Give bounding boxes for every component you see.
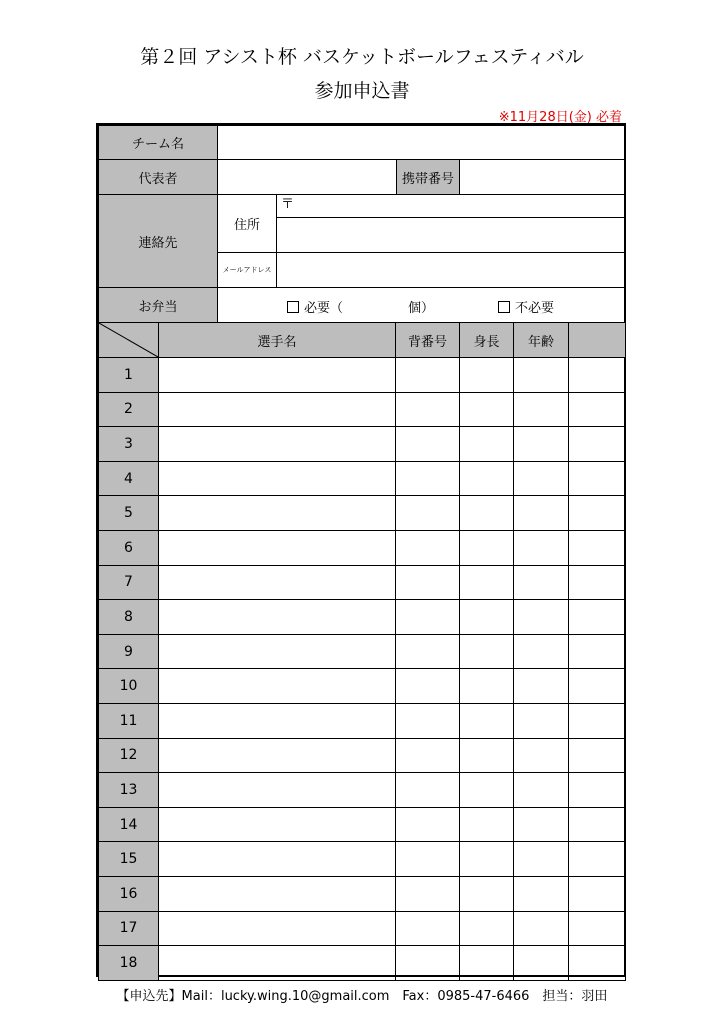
- address-label: 住所: [217, 194, 277, 253]
- row-number: 13: [98, 772, 159, 808]
- extra-field[interactable]: [568, 461, 626, 497]
- bento-no-need-option[interactable]: 不必要: [498, 297, 554, 316]
- jersey-number-field[interactable]: [395, 357, 460, 393]
- height-field[interactable]: [459, 634, 514, 670]
- player-name-field[interactable]: [158, 945, 396, 981]
- bento-label: お弁当: [98, 287, 218, 323]
- postal-mark: 〒: [281, 197, 295, 212]
- row-number: 9: [98, 634, 159, 670]
- extra-field[interactable]: [568, 841, 626, 877]
- age-field[interactable]: [513, 426, 569, 462]
- player-name-field[interactable]: [158, 357, 396, 393]
- extra-header: [568, 322, 626, 358]
- extra-field[interactable]: [568, 530, 626, 566]
- extra-field[interactable]: [568, 599, 626, 635]
- jersey-number-field[interactable]: [395, 911, 460, 947]
- address-field[interactable]: [276, 217, 626, 253]
- jersey-number-field[interactable]: [395, 426, 460, 462]
- jersey-number-field[interactable]: [395, 738, 460, 774]
- row-number: 2: [98, 392, 159, 428]
- row-number: 3: [98, 426, 159, 462]
- player-name-field[interactable]: [158, 738, 396, 774]
- height-field[interactable]: [459, 565, 514, 601]
- height-field[interactable]: [459, 495, 514, 531]
- mobile-field[interactable]: [459, 159, 626, 195]
- player-name-header: 選手名: [158, 322, 396, 358]
- email-label: メールアドレス: [217, 252, 277, 288]
- jersey-number-field[interactable]: [395, 565, 460, 601]
- page-title: 第２回 アシスト杯 バスケットボールフェスティバル: [140, 46, 584, 68]
- extra-field[interactable]: [568, 703, 626, 739]
- jersey-number-field[interactable]: [395, 530, 460, 566]
- jersey-number-field[interactable]: [395, 495, 460, 531]
- bento-count-suffix: 個）: [408, 301, 435, 316]
- row-number: 18: [98, 945, 159, 981]
- age-field[interactable]: [513, 841, 569, 877]
- row-number: 4: [98, 461, 159, 497]
- player-name-field[interactable]: [158, 530, 396, 566]
- email-field[interactable]: [276, 252, 626, 288]
- player-name-field[interactable]: [158, 634, 396, 670]
- jersey-number-header: 背番号: [395, 322, 460, 358]
- registration-form: [96, 123, 626, 977]
- diagonal-line-icon: [99, 323, 158, 357]
- corner-cell: [98, 322, 159, 358]
- player-name-field[interactable]: [158, 807, 396, 843]
- jersey-number-field[interactable]: [395, 461, 460, 497]
- extra-field[interactable]: [568, 911, 626, 947]
- age-field[interactable]: [513, 634, 569, 670]
- age-field[interactable]: [513, 807, 569, 843]
- player-name-field[interactable]: [158, 392, 396, 428]
- age-field[interactable]: [513, 668, 569, 704]
- age-field[interactable]: [513, 772, 569, 808]
- jersey-number-field[interactable]: [395, 392, 460, 428]
- extra-field[interactable]: [568, 668, 626, 704]
- player-name-field[interactable]: [158, 876, 396, 912]
- height-field[interactable]: [459, 599, 514, 635]
- postal-code-field[interactable]: [276, 194, 626, 218]
- checkbox-icon[interactable]: [498, 301, 510, 313]
- age-field[interactable]: [513, 876, 569, 912]
- player-name-field[interactable]: [158, 426, 396, 462]
- height-field[interactable]: [459, 703, 514, 739]
- extra-field[interactable]: [568, 876, 626, 912]
- footer-contact: 【申込先】Mail：lucky.wing.10@gmail.com Fax：0985-47-6466 担当：羽田: [116, 989, 608, 1004]
- player-name-field[interactable]: [158, 495, 396, 531]
- row-number: 1: [98, 357, 159, 393]
- height-field[interactable]: [459, 357, 514, 393]
- row-number: 14: [98, 807, 159, 843]
- jersey-number-field[interactable]: [395, 703, 460, 739]
- age-field[interactable]: [513, 945, 569, 981]
- player-name-field[interactable]: [158, 841, 396, 877]
- deadline-note: ※11月28日(金) 必着: [498, 110, 622, 125]
- row-number: 12: [98, 738, 159, 774]
- jersey-number-field[interactable]: [395, 841, 460, 877]
- age-field[interactable]: [513, 357, 569, 393]
- row-number: 5: [98, 495, 159, 531]
- jersey-number-field[interactable]: [395, 945, 460, 981]
- age-field[interactable]: [513, 392, 569, 428]
- player-name-field[interactable]: [158, 565, 396, 601]
- height-field[interactable]: [459, 807, 514, 843]
- player-name-field[interactable]: [158, 668, 396, 704]
- age-field[interactable]: [513, 911, 569, 947]
- extra-field[interactable]: [568, 392, 626, 428]
- checkbox-icon[interactable]: [287, 301, 299, 313]
- age-field[interactable]: [513, 565, 569, 601]
- height-field[interactable]: [459, 772, 514, 808]
- extra-field[interactable]: [568, 772, 626, 808]
- height-field[interactable]: [459, 841, 514, 877]
- age-field[interactable]: [513, 495, 569, 531]
- bento-need-option[interactable]: 必要（: [287, 297, 343, 316]
- row-number: 10: [98, 668, 159, 704]
- age-header: 年齢: [513, 322, 569, 358]
- representative-label: 代表者: [98, 159, 218, 195]
- height-field[interactable]: [459, 426, 514, 462]
- height-field[interactable]: [459, 530, 514, 566]
- mobile-label: 携帯番号: [396, 159, 460, 195]
- extra-field[interactable]: [568, 738, 626, 774]
- age-field[interactable]: [513, 599, 569, 635]
- height-field[interactable]: [459, 876, 514, 912]
- row-number: 15: [98, 841, 159, 877]
- page-subtitle: 参加申込書: [314, 80, 410, 102]
- row-number: 16: [98, 876, 159, 912]
- extra-field[interactable]: [568, 945, 626, 981]
- representative-field[interactable]: [217, 159, 397, 195]
- height-field[interactable]: [459, 461, 514, 497]
- height-field[interactable]: [459, 911, 514, 947]
- height-field[interactable]: [459, 738, 514, 774]
- age-field[interactable]: [513, 703, 569, 739]
- player-name-field[interactable]: [158, 772, 396, 808]
- player-name-field[interactable]: [158, 703, 396, 739]
- jersey-number-field[interactable]: [395, 668, 460, 704]
- team-name-label: チーム名: [98, 125, 218, 160]
- row-number: 8: [98, 599, 159, 635]
- player-name-field[interactable]: [158, 911, 396, 947]
- height-field[interactable]: [459, 945, 514, 981]
- jersey-number-field[interactable]: [395, 772, 460, 808]
- player-name-field[interactable]: [158, 599, 396, 635]
- jersey-number-field[interactable]: [395, 599, 460, 635]
- extra-field[interactable]: [568, 634, 626, 670]
- contact-label: 連絡先: [98, 194, 218, 288]
- height-header: 身長: [459, 322, 514, 358]
- extra-field[interactable]: [568, 357, 626, 393]
- player-name-field[interactable]: [158, 461, 396, 497]
- team-name-field[interactable]: [217, 125, 626, 160]
- jersey-number-field[interactable]: [395, 807, 460, 843]
- age-field[interactable]: [513, 530, 569, 566]
- extra-field[interactable]: [568, 565, 626, 601]
- height-field[interactable]: [459, 668, 514, 704]
- row-number: 17: [98, 911, 159, 947]
- row-number: 6: [98, 530, 159, 566]
- bento-options: [217, 287, 626, 323]
- extra-field[interactable]: [568, 426, 626, 462]
- age-field[interactable]: [513, 738, 569, 774]
- height-field[interactable]: [459, 392, 514, 428]
- row-number: 11: [98, 703, 159, 739]
- jersey-number-field[interactable]: [395, 876, 460, 912]
- age-field[interactable]: [513, 461, 569, 497]
- row-number: 7: [98, 565, 159, 601]
- extra-field[interactable]: [568, 807, 626, 843]
- extra-field[interactable]: [568, 495, 626, 531]
- jersey-number-field[interactable]: [395, 634, 460, 670]
